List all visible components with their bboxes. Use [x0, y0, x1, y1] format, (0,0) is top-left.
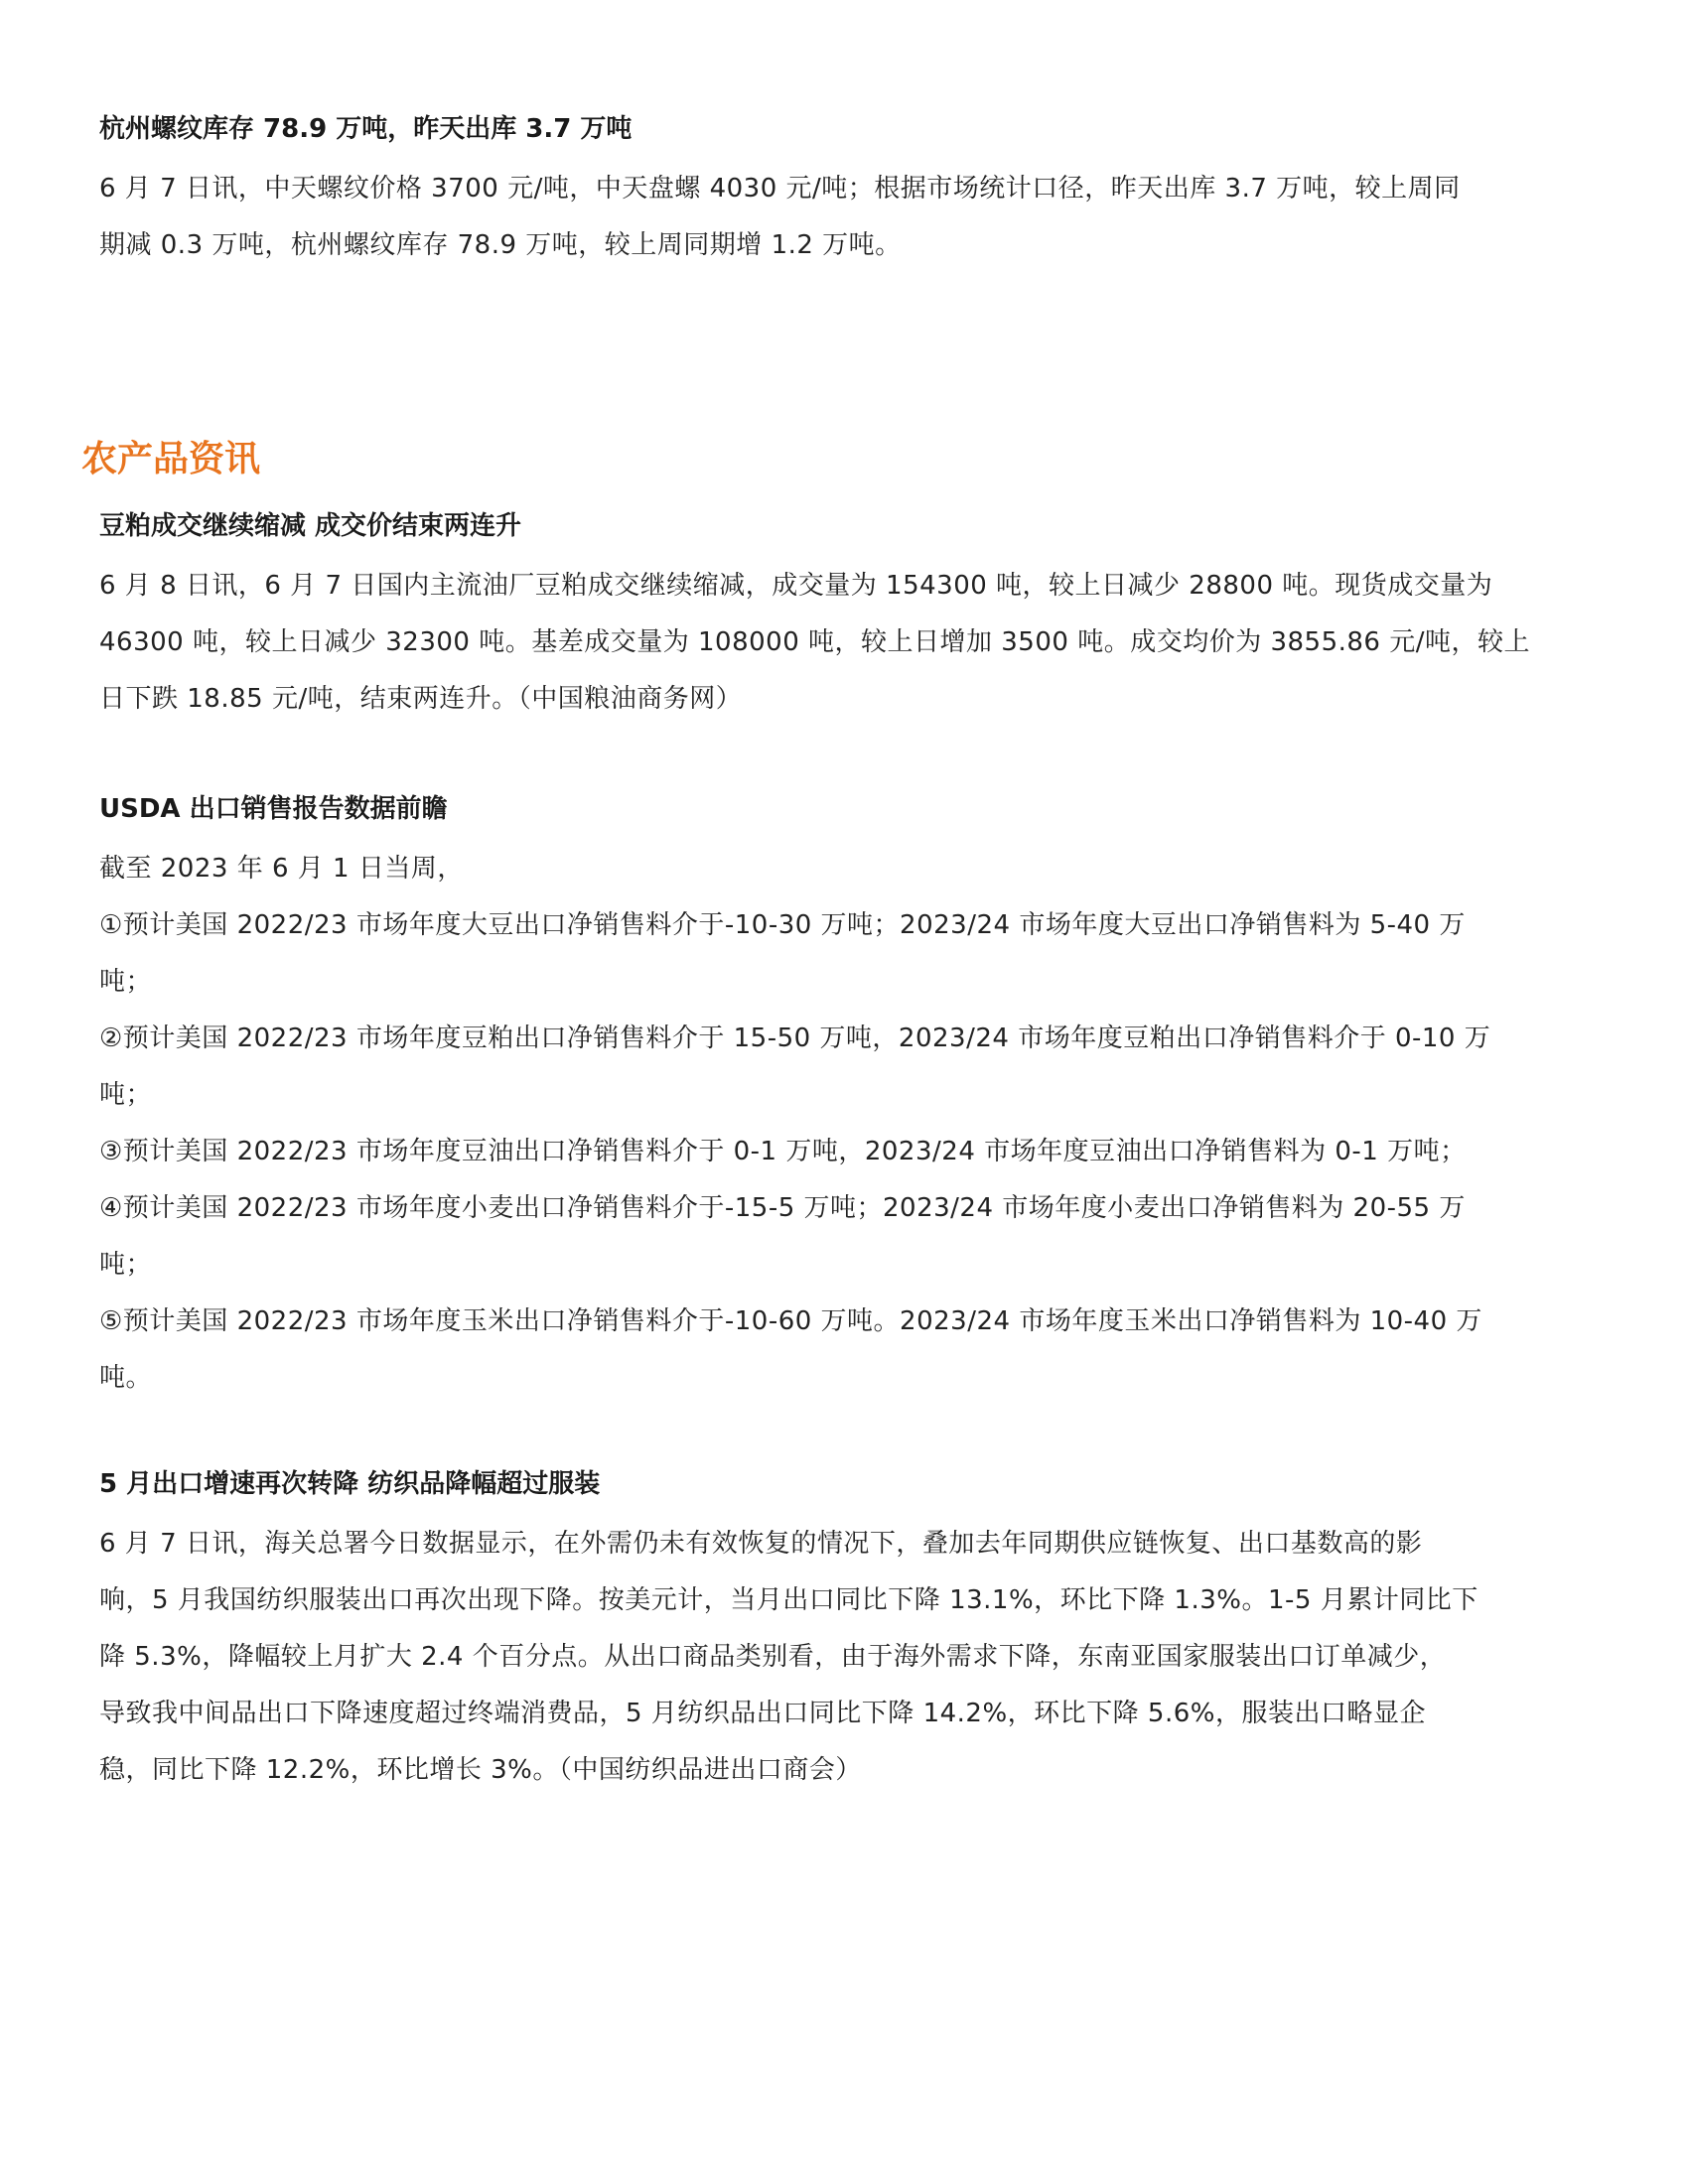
body-line: ③预计美国 2022/23 市场年度豆油出口净销售料介于 0-1 万吨，2023/24 市场年度豆油出口净销售料为 0-1 万吨； — [99, 1137, 1467, 1166]
body-line: 46300 吨，较上日减少 32300 吨。基差成交量为 108000 吨，较上日增加 3500 吨。成交均价为 3855.86 元/吨，较上 — [99, 627, 1530, 657]
article-soymeal — [99, 506, 1569, 728]
article-usda-title: USDA 出口销售报告数据前瞻 — [99, 794, 448, 824]
body-line: 6 月 7 日讯，海关总署今日数据显示，在外需仍未有效恢复的情况下，叠加去年同期供应链恢复、出口基数高的影 — [99, 1529, 1423, 1559]
body-line: 吨； — [99, 967, 153, 997]
body-line: 稳，同比下降 12.2%，环比增长 3%。（中国纺织品进出口商会） — [99, 1755, 862, 1785]
body-line: 响，5 月我国纺织服装出口再次出现下降。按美元计，当月出口同比下降 13.1%，环比下降 1.3%。1-5 月累计同比下 — [99, 1585, 1478, 1615]
body-line: 吨； — [99, 1250, 153, 1280]
body-line: 期减 0.3 万吨，杭州螺纹库存 78.9 万吨，较上周同期增 1.2 万吨。 — [99, 230, 902, 260]
article-textile-body — [99, 1516, 1569, 1799]
body-line: ④预计美国 2022/23 市场年度小麦出口净销售料介于-15-5 万吨；2023/24 市场年度小麦出口净销售料为 20-55 万 — [99, 1193, 1466, 1223]
body-line: 截至 2023 年 6 月 1 日当周， — [99, 854, 464, 884]
article-textile-title: 5 月出口增速再次转降 纺织品降幅超过服装 — [99, 1469, 601, 1499]
body-line: 6 月 7 日讯，中天螺纹价格 3700 元/吨，中天盘螺 4030 元/吨；根据市场统计口径，昨天出库 3.7 万吨，较上周同 — [99, 174, 1461, 204]
article-textile — [99, 1464, 1569, 1799]
body-line: ⑤预计美国 2022/23 市场年度玉米出口净销售料介于-10-60 万吨。2023/24 市场年度玉米出口净销售料为 10-40 万 — [99, 1306, 1482, 1336]
body-line: ①预计美国 2022/23 市场年度大豆出口净销售料介于-10-30 万吨；2023/24 市场年度大豆出口净销售料为 5-40 万 — [99, 910, 1466, 940]
section-title: 农产品资讯 — [81, 439, 261, 479]
body-line: ②预计美国 2022/23 市场年度豆粕出口净销售料介于 15-50 万吨，2023/24 市场年度豆粕出口净销售料介于 0-10 万 — [99, 1024, 1491, 1053]
article-usda-body — [99, 841, 1569, 1407]
article-soymeal-title: 豆粕成交继续缩减 成交价结束两连升 — [99, 511, 522, 541]
article-steel — [99, 109, 1569, 274]
article-steel-body — [99, 161, 1569, 274]
body-line: 降 5.3%，降幅较上月扩大 2.4 个百分点。从出口商品类别看，由于海外需求下降，东南亚国家服装出口订单减少， — [99, 1642, 1447, 1672]
body-line: 6 月 8 日讯，6 月 7 日国内主流油厂豆粕成交继续缩减，成交量为 154300 吨，较上日减少 28800 吨。现货成交量为 — [99, 571, 1493, 601]
body-line: 日下跌 18.85 元/吨，结束两连升。（中国粮油商务网） — [99, 684, 743, 714]
article-soymeal-body — [99, 558, 1569, 728]
body-line: 吨。 — [99, 1363, 153, 1393]
article-usda — [99, 789, 1569, 1407]
body-line: 导致我中间品出口下降速度超过终端消费品，5 月纺织品出口同比下降 14.2%，环比下降 5.6%，服装出口略显企 — [99, 1699, 1426, 1728]
body-line: 吨； — [99, 1080, 153, 1110]
article-steel-title: 杭州螺纹库存 78.9 万吨，昨天出库 3.7 万吨 — [99, 114, 633, 144]
